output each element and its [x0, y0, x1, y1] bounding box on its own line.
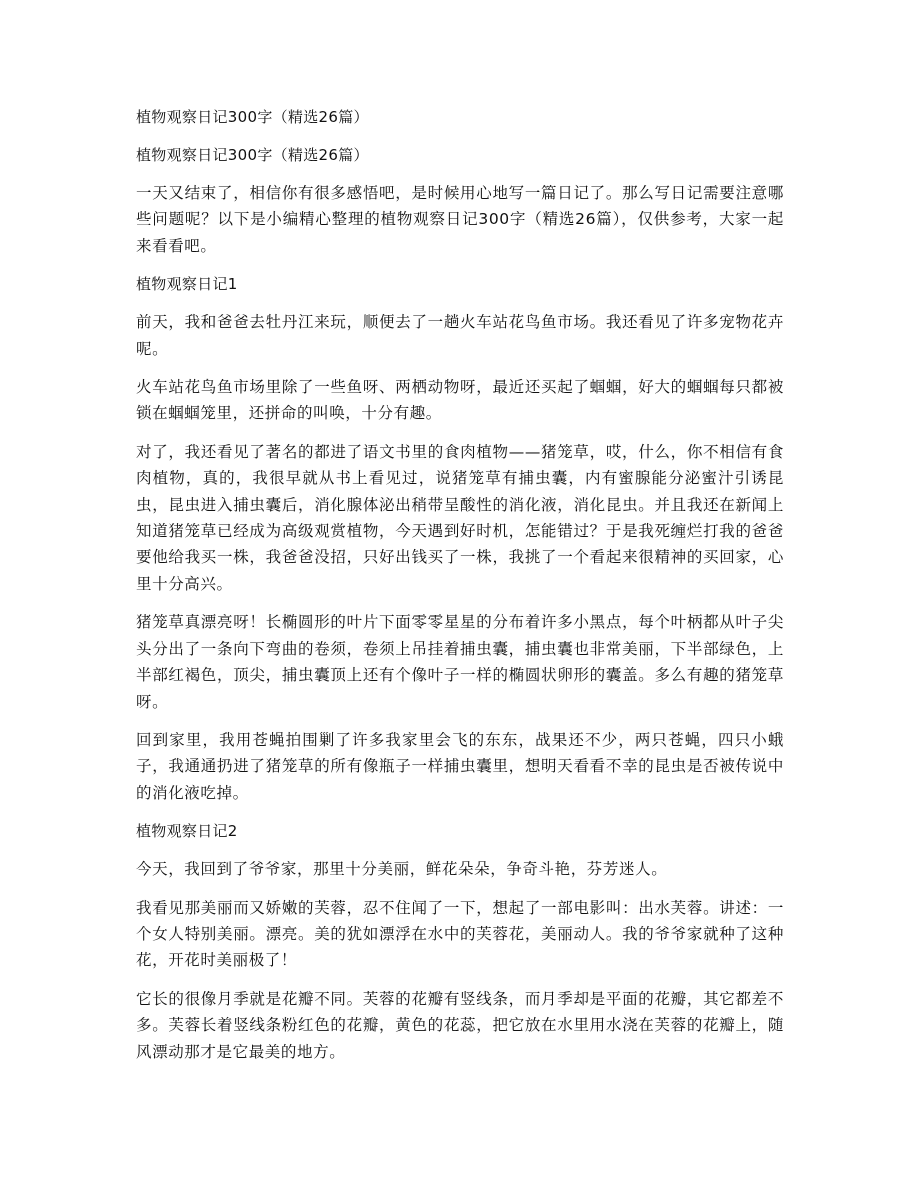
entry-1-paragraph: 火车站花鸟鱼市场里除了一些鱼呀、两栖动物呀，最近还买起了蝈蝈，好大的蝈蝈每只都被锁在蝈蝈笼里，还拼命的叫唤，十分有趣。 — [136, 378, 784, 423]
entry-1-paragraph: 前天，我和爸爸去牡丹江来玩，顺便去了一趟火车站花鸟鱼市场。我还看见了许多宠物花卉呢。 — [136, 313, 784, 358]
entry-1-paragraph: 回到家里，我用苍蝇拍围剿了许多我家里会飞的东东，战果还不少，两只苍蝇，四只小蛾子，我通通扔进了猪笼草的所有像瓶子一样捕虫囊里，想明天看看不幸的昆虫是否被传说中的消化液吃掉。 — [136, 730, 784, 802]
intro-paragraph: 一天又结束了，相信你有很多感悟吧，是时候用心地写一篇日记了。那么写日记需要注意哪些问题呢？以下是小编精心整理的植物观察日记300字（精选26篇），仅供参考，大家一起来看看吧。 — [136, 184, 784, 255]
document-page — [136, 104, 784, 1077]
entry-1-heading: 植物观察日记1 — [136, 275, 238, 294]
entry-2-paragraph: 今天，我回到了爷爷家，那里十分美丽，鲜花朵朵，争奇斗艳，芬芳迷人。 — [136, 860, 668, 879]
entry-2-paragraph: 我看见那美丽而又娇嫩的芙蓉，忍不住闻了一下，想起了一部电影叫：出水芙蓉。讲述：一个女人特别美丽。漂亮。美的犹如漂浮在水中的芙蓉花，美丽动人。我的爷爷家就种了这种花，开花时美丽极了！ — [136, 898, 784, 970]
document-title: 植物观察日记300字（精选26篇） — [136, 108, 369, 126]
entry-1-paragraph: 对了，我还看见了著名的都进了语文书里的食肉植物——猪笼草，哎，什么，你不相信有食肉植物，真的，我很早就从书上看见过，说猪笼草有捕虫囊，内有蜜腺能分泌蜜汁引诱昆虫，昆虫进入捕虫囊后，消化腺体泌出稍带呈酸性的消化液，消化昆虫。并且我还在新闻上知道猪笼草已经成为高级观赏植物，今天遇到好时机，怎能错过？于是我死缠烂打我的爸爸要他给我买一株，我爸爸没招，只好出钱买了一株，我挑了一个看起来很精神的买回家，心里十分高兴。 — [136, 442, 784, 593]
document-subtitle: 植物观察日记300字（精选26篇） — [136, 146, 369, 164]
entry-2-heading: 植物观察日记2 — [136, 822, 238, 841]
entry-1-paragraph: 猪笼草真漂亮呀！长椭圆形的叶片下面零零星星的分布着许多小黑点，每个叶柄都从叶子尖头分出了一条向下弯曲的卷须，卷须上吊挂着捕虫囊，捕虫囊也非常美丽，下半部绿色，上半部红褐色，顶尖，捕虫囊顶上还有个像叶子一样的椭圆状卵形的囊盖。多么有趣的猪笼草呀。 — [136, 613, 784, 711]
entry-2-paragraph: 它长的很像月季就是花瓣不同。芙蓉的花瓣有竖线条，而月季却是平面的花瓣，其它都差不多。芙蓉长着竖线条粉红色的花瓣，黄色的花蕊，把它放在水里用水浇在芙蓉的花瓣上，随风漂动那才是它最美的地方。 — [136, 989, 784, 1061]
